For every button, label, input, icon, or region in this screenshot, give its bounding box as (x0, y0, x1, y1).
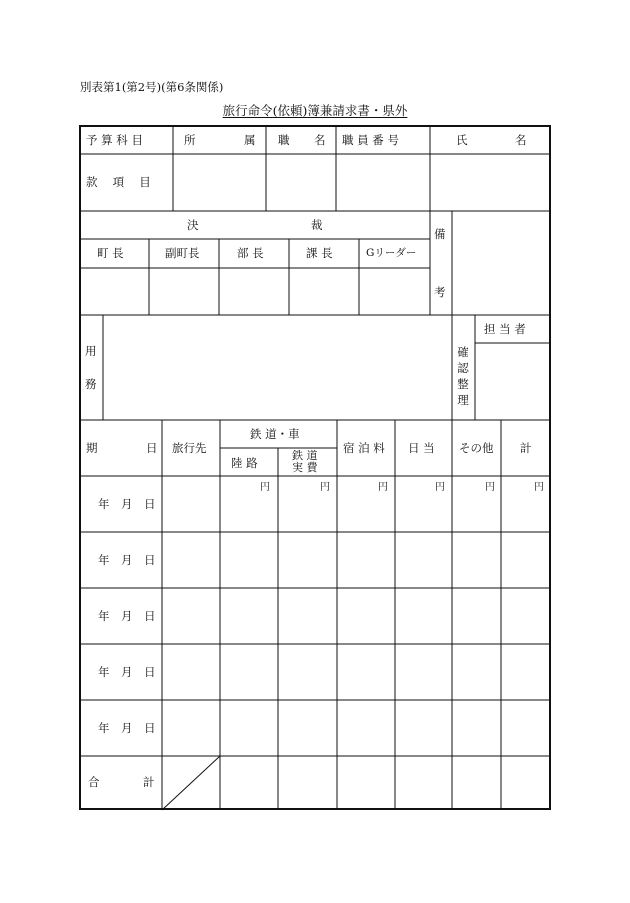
land-route-label: 陸 路 (231, 456, 258, 470)
daily-allowance-label: 日 当 (408, 441, 435, 455)
yen-mark: 円 (435, 482, 445, 493)
confirm-sort-label: 確認整理 (457, 345, 469, 407)
group-leader-label: Gリーダー (366, 247, 417, 259)
remarks-label-2: 考 (434, 285, 446, 299)
total-label: 計 (520, 441, 532, 455)
decision-label-2: 裁 (311, 218, 323, 232)
position-label-2: 名 (314, 133, 326, 147)
yen-mark: 円 (378, 482, 388, 493)
deputy-mayor-label: 副町長 (165, 246, 200, 260)
document-reference: 別表第1(第2号)(第6条関係) (80, 80, 224, 94)
sum-label-1: 合 (88, 775, 100, 789)
decision-label-1: 決 (187, 218, 199, 232)
town-mayor-label: 町 長 (97, 246, 124, 260)
section-chief-label: 課 長 (306, 246, 333, 260)
budget-item-label: 予 算 科 目 (86, 133, 143, 147)
affiliation-label-1: 所 (184, 133, 196, 147)
person-in-charge-label: 担 当 者 (484, 322, 526, 336)
date-row-label: 年 月 日 (98, 721, 156, 735)
date-label-2: 日 (146, 441, 158, 455)
yen-mark: 円 (485, 482, 495, 493)
yen-mark: 円 (320, 482, 330, 493)
date-row-label: 年 月 日 (98, 497, 156, 511)
affiliation-label-2: 属 (244, 133, 256, 147)
remarks-label-1: 備 (434, 227, 446, 241)
rail-car-label: 鉄 道・車 (250, 427, 300, 441)
business-label-1: 用 (85, 344, 97, 358)
sum-label-2: 計 (143, 775, 155, 789)
date-row-label: 年 月 日 (98, 553, 156, 567)
dept-head-label: 部 長 (237, 246, 264, 260)
position-label-1: 職 (278, 133, 290, 147)
document-title: 旅行命令(依頼)簿兼請求書・県外 (222, 103, 408, 118)
name-label-2: 名 (515, 133, 527, 147)
destination-label: 旅行先 (172, 441, 207, 455)
kan-kou-moku-label: 款 項 目 (86, 175, 151, 189)
yen-mark: 円 (534, 482, 544, 493)
date-row-label: 年 月 日 (98, 665, 156, 679)
date-label-1: 期 (86, 441, 98, 455)
date-row-label: 年 月 日 (98, 609, 156, 623)
other-label: その他 (459, 441, 494, 455)
rail-actual-label: 鉄 道 実 費 (292, 449, 318, 474)
employee-no-label: 職 員 番 号 (342, 133, 399, 147)
name-label-1: 氏 (456, 133, 468, 147)
business-label-2: 務 (85, 377, 97, 391)
lodging-label: 宿 泊 料 (343, 441, 385, 455)
yen-mark: 円 (260, 482, 270, 493)
